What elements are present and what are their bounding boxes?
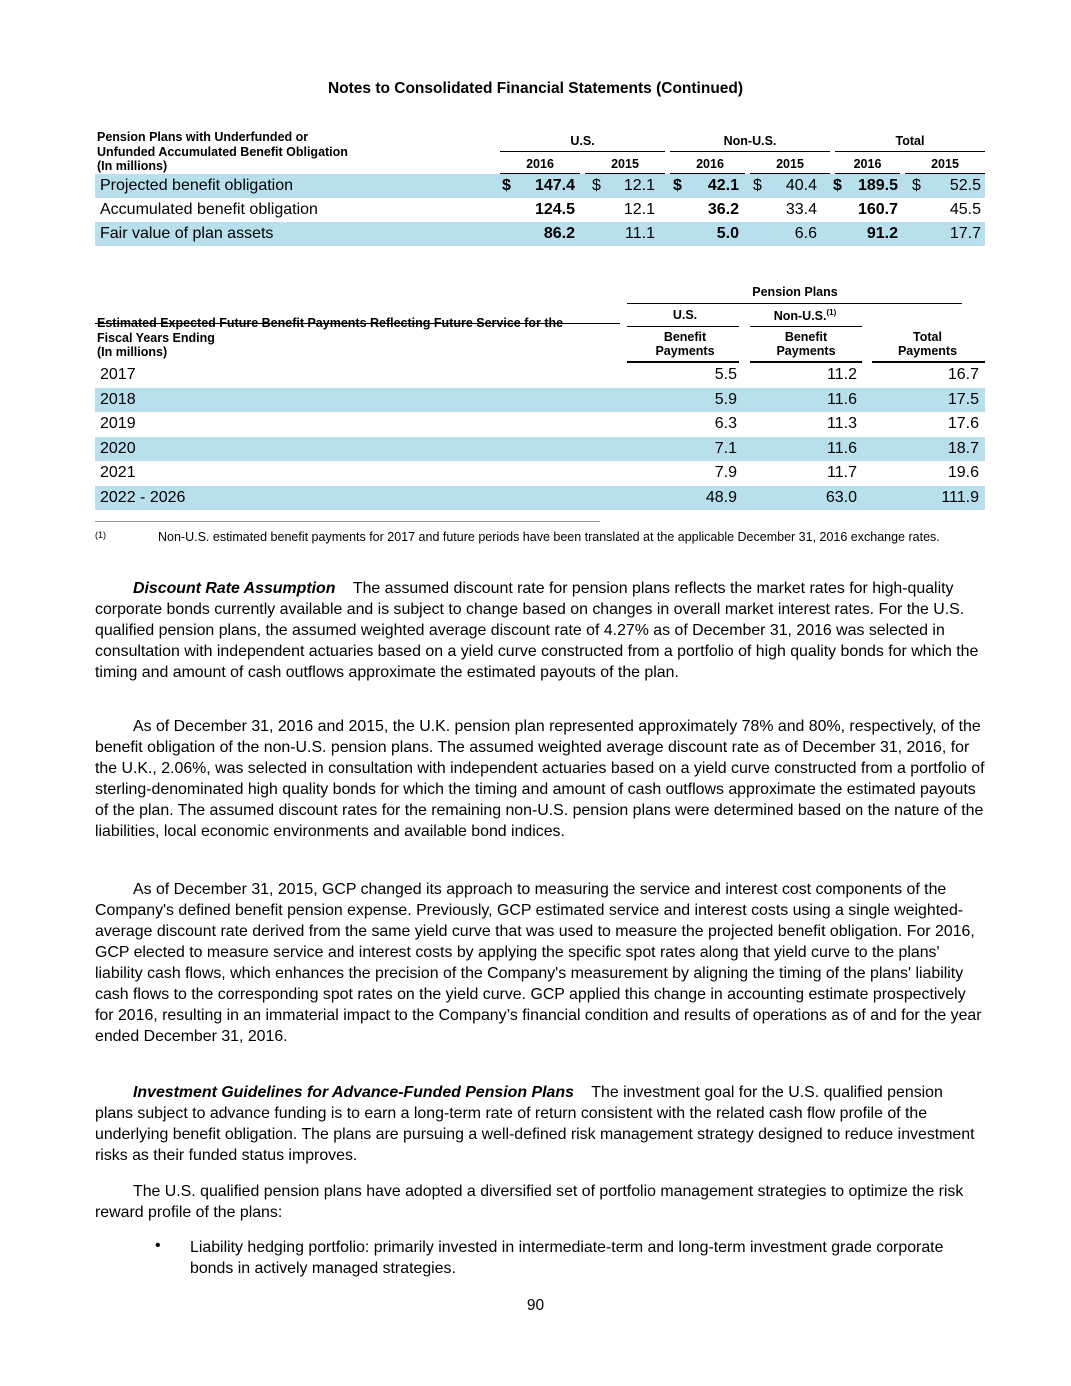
- col-header-line: Total: [913, 330, 942, 344]
- value-us-2016: 147.4: [534, 177, 575, 194]
- value-nonus: 11.3: [827, 415, 857, 432]
- year-header: 2016: [526, 157, 554, 171]
- year-header: 2015: [776, 157, 804, 171]
- value-total: 111.9: [941, 488, 979, 506]
- value-nonus: 63.0: [825, 488, 857, 506]
- value-us: 6.3: [714, 415, 737, 432]
- paragraph-text: The assumed discount rate for pension plans reflects the market rates for high-quality corporate bonds currently available and is subject to change based on changes in overall market interest rates. For the U.S. qualified pension plans, the assumed weighted average discount rate of 4.27% as of December 31, 2016 was selected in consultation with independent actuaries based on a yield curve constructed from a portfolio of high quality bonds for which the timing and amount of cash outflows approximate the estimated payouts of the plan.: [95, 580, 979, 681]
- table-row: [95, 461, 985, 486]
- row-label: 2018: [100, 390, 136, 408]
- value-total: 19.6: [947, 464, 979, 481]
- footnote-mark: (1): [95, 530, 106, 540]
- value-nonus-2016: 36.2: [707, 201, 739, 218]
- row-label: 2021: [100, 464, 136, 481]
- col-header-line: Benefit: [663, 330, 707, 344]
- value-nonus-2016: 5.0: [716, 225, 739, 242]
- paragraph-investment-guidelines: [95, 1082, 985, 1166]
- value-nonus-2015: 6.6: [794, 225, 817, 242]
- currency-symbol: $: [912, 177, 921, 194]
- paragraph-heading: Discount Rate Assumption: [133, 580, 336, 597]
- value-us: 7.9: [714, 464, 737, 481]
- group-us: U.S.: [570, 134, 595, 148]
- value-nonus-2016: 42.1: [707, 177, 739, 194]
- value-us-2016: 86.2: [543, 225, 575, 242]
- value-total-2016: 189.5: [857, 177, 898, 194]
- row-label: Projected benefit obligation: [100, 177, 294, 194]
- value-total: 18.7: [947, 439, 979, 457]
- value-total-2015: 52.5: [949, 177, 981, 194]
- footnote-text: Non-U.S. estimated benefit payments for 2017 and future periods have been translated at the applicable December 31, 2016 exchange rates.: [158, 530, 940, 544]
- value-us-2015: 12.1: [623, 201, 655, 218]
- value-nonus: 11.2: [827, 366, 857, 383]
- group-total: Total: [895, 134, 925, 148]
- header-line: Pension Plans with Underfunded or: [97, 130, 309, 144]
- group-rule: [627, 303, 962, 304]
- table-row: [95, 198, 985, 222]
- row-label: 2019: [100, 415, 136, 432]
- group-rule: [500, 151, 665, 152]
- col-us-benefit-payments: [630, 330, 740, 358]
- underfunded-plans-table: [95, 130, 985, 246]
- table-header-label: [97, 130, 348, 174]
- group-rule: [835, 151, 985, 152]
- value-nonus-2015: 33.4: [785, 201, 817, 218]
- footnote-rule: [95, 521, 600, 522]
- currency-symbol: $: [833, 177, 842, 194]
- value-us-2015: 12.1: [623, 177, 655, 194]
- table-row: [95, 437, 985, 462]
- value-us: 5.9: [714, 390, 737, 408]
- page-title: Notes to Consolidated Financial Statements (Continued): [327, 80, 744, 97]
- col-header-line: Payments: [897, 344, 958, 358]
- group-non-us: Non-U.S.: [723, 134, 777, 148]
- header-line: Fiscal Years Ending: [97, 330, 215, 345]
- table-row: [95, 412, 985, 437]
- value-total-2016: 160.7: [857, 201, 898, 218]
- paragraph-discount-rate: [95, 578, 985, 683]
- paragraph-text: The investment goal for the U.S. qualified pension plans subject to advance funding is to earn a long-term rate of return consistent with the related cash flow profile of the underlying benefit obligation. The plans are pursuing a well-defined risk management strategy designed to reduce investment risks as their funded status improves.: [95, 1084, 975, 1164]
- value-total-2016: 91.2: [866, 225, 898, 242]
- year-header: 2015: [931, 157, 959, 171]
- year-header: 2016: [853, 157, 882, 171]
- bullet-text: Liability hedging portfolio: primarily invested in intermediate-term and long-term investment grade corporate bonds in actively managed strategies.: [190, 1239, 944, 1277]
- value-nonus: 11.7: [827, 464, 857, 481]
- row-label: Accumulated benefit obligation: [100, 201, 318, 218]
- row-label: 2022 - 2026: [100, 488, 186, 506]
- header-line: Estimated Expected Future Benefit Payments Reflecting Future Service for the: [97, 316, 564, 330]
- value-total: 17.6: [947, 415, 979, 432]
- header-line: Unfunded Accumulated Benefit Obligation: [97, 144, 348, 159]
- col-header-line: Benefit: [784, 330, 828, 344]
- table-header: [95, 283, 985, 363]
- value-nonus: 11.6: [827, 390, 857, 408]
- footnote-ref: (1): [826, 308, 837, 317]
- paragraph-text: As of December 31, 2016 and 2015, the U.K. pension plan represented approximately 78% and 80%, respectively, of the benefit obligation of the non-U.S. pension plans. The assumed weighted average discount rate as of December 31, 2016, for the U.K., 2.06%, was selected in consultation with independent actuaries based on a yield curve constructed from a portfolio of sterling-denominated high quality bonds for which the timing and amount of cash outflows approximate the estimated payouts of the plan. The assumed discount rates for the remaining non-U.S. pension plans were determined based on the nature of the liabilities, local economic environments and available bond indices.: [95, 718, 985, 840]
- year-header: 2016: [696, 157, 724, 171]
- paragraph-approach-change: [95, 879, 985, 1047]
- value-nonus: 11.6: [827, 439, 857, 457]
- table-row: [95, 222, 985, 246]
- header-line: (In millions): [97, 345, 168, 359]
- paragraph-text: The U.S. qualified pension plans have adopted a diversified set of portfolio management strategies to optimize the risk reward profile of the plans:: [95, 1183, 964, 1221]
- table-row: [95, 486, 985, 511]
- value-total-2015: 17.7: [949, 225, 981, 242]
- currency-symbol: $: [753, 177, 762, 194]
- col-header-line: Payments: [776, 344, 836, 358]
- value-total: 17.5: [947, 390, 979, 408]
- group-pension-plans: Pension Plans: [752, 285, 838, 299]
- paragraph-text: As of December 31, 2015, GCP changed its approach to measuring the service and interest cost components of the Company's defined benefit pension expense. Previously, GCP estimated service and interest costs using a single weighted-average discount rate derived from the same yield curve that was used to measure the projected benefit obligation. For 2016, GCP elected to measure service and interest costs by applying the specific spot rates along that yield curve to the plans' liability cash flows, which enhances the precision of the Company's measurement by aligning the timing of the plans' liability cash flows to the corresponding spot rates on the yield curve. GCP applied this change in accounting estimate prospectively for 2016, resulting in an immaterial impact to the Company’s financial condition and results of operations as of and for the year ended December 31, 2016.: [95, 881, 982, 1045]
- header-line: (In millions): [97, 159, 168, 173]
- table-row: [95, 174, 985, 198]
- col-total-payments: [875, 330, 980, 358]
- col-nonus-benefit-payments: [750, 330, 862, 358]
- currency-symbol: $: [673, 177, 682, 194]
- value-total: 16.7: [947, 366, 979, 383]
- row-label: 2020: [100, 439, 136, 457]
- value-nonus-2015: 40.4: [785, 177, 817, 194]
- row-label: Fair value of plan assets: [100, 225, 274, 242]
- table-row: [95, 363, 985, 388]
- sub-us: U.S.: [672, 308, 698, 322]
- future-benefit-payments-table: [95, 283, 985, 510]
- sub-rule: [627, 326, 739, 327]
- paragraph-portfolio-strategies: [95, 1181, 985, 1223]
- bullet-icon: •: [155, 1237, 161, 1254]
- value-us: 7.1: [714, 439, 737, 457]
- value-total-2015: 45.5: [949, 201, 981, 218]
- value-us: 5.5: [714, 366, 737, 383]
- table-row: [95, 388, 985, 413]
- group-rule: [670, 151, 830, 152]
- year-header: 2015: [611, 157, 639, 171]
- value-us: 48.9: [705, 488, 737, 506]
- table-header: [95, 130, 985, 174]
- value-us-2016: 124.5: [534, 201, 575, 218]
- sub-non-us: [750, 308, 860, 323]
- sub-rule: [750, 326, 862, 327]
- value-us-2015: 11.1: [625, 225, 655, 242]
- page-number: 90: [526, 1297, 545, 1314]
- paragraph-heading: Investment Guidelines for Advance-Funded Pension Plans: [133, 1084, 574, 1101]
- sub-non-us-label: Non-U.S.: [773, 309, 827, 324]
- paragraph-uk-plan: [95, 716, 985, 842]
- col-header-line: Payments: [655, 344, 715, 358]
- header-rule: [95, 323, 620, 324]
- currency-symbol: $: [502, 177, 511, 194]
- currency-symbol: $: [592, 177, 601, 194]
- row-label: 2017: [100, 366, 136, 383]
